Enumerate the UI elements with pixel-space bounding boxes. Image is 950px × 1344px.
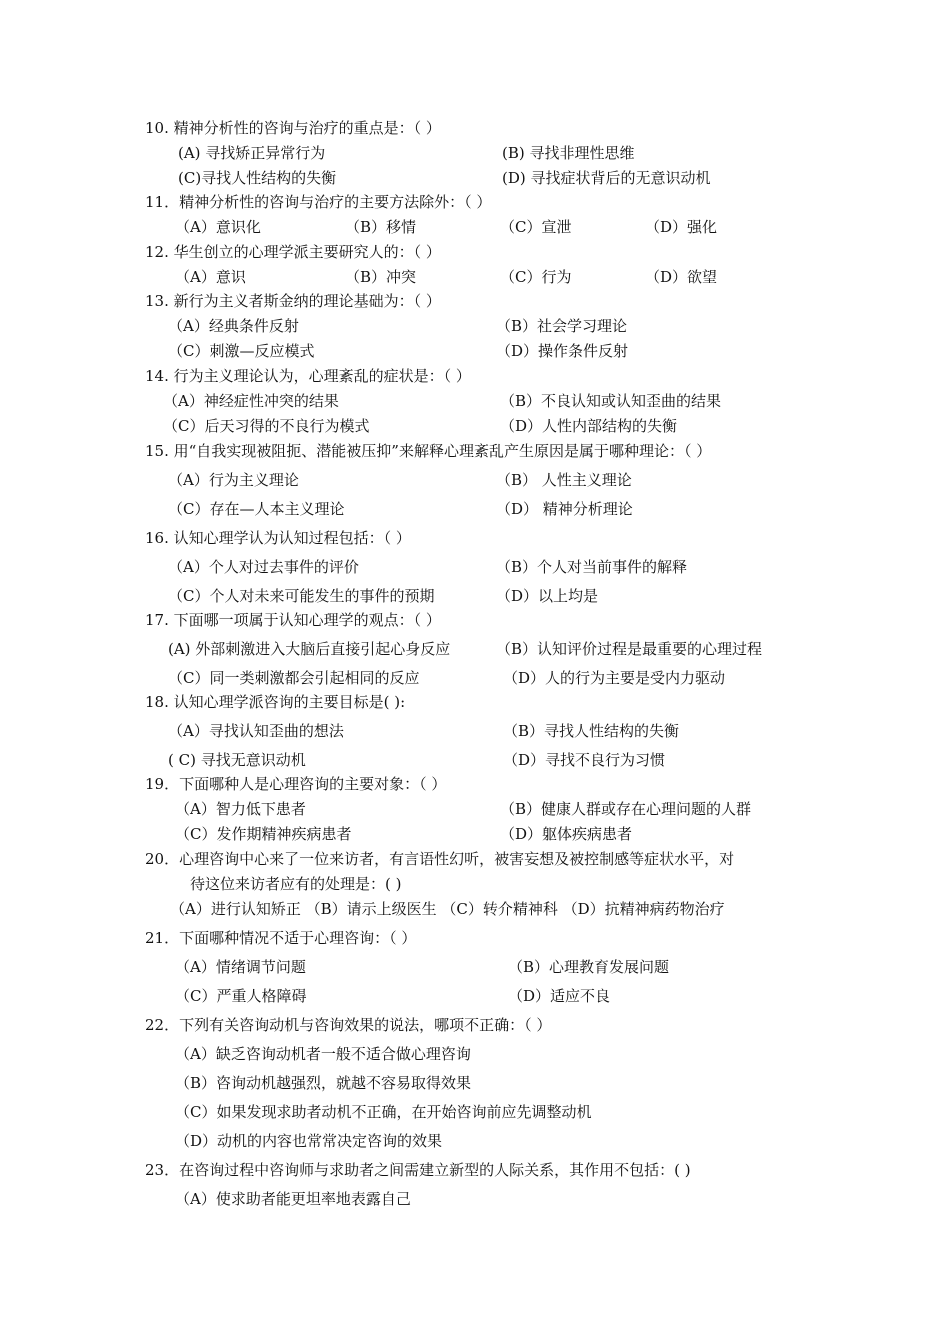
text-line: 15. 用“自我实现被阻扼、潜能被压抑”来解释心理紊乱产生原因是属于哪种理论：（ ） — [145, 442, 712, 460]
text-line: （B）移情 — [345, 218, 417, 236]
text-line: （D）寻找不良行为习惯 — [503, 751, 666, 769]
text-line: （A）经典条件反射 — [168, 317, 299, 335]
text-line: （C）存在—人本主义理论 — [168, 500, 345, 518]
text-line: （A）缺乏咨询动机者一般不适合做心理咨询 — [175, 1045, 471, 1063]
text-line: 13. 新行为主义者斯金纳的理论基础为：（ ） — [145, 292, 441, 310]
text-line: （A）个人对过去事件的评价 — [168, 558, 359, 576]
text-line: （B）寻找人性结构的失衡 — [503, 722, 680, 740]
text-line: （C）严重人格障碍 — [175, 987, 307, 1005]
text-line: （D）躯体疾病患者 — [500, 825, 633, 843]
text-line: (A) 寻找矫正异常行为 — [178, 144, 326, 162]
text-line: （D）欲望 — [645, 268, 718, 286]
text-line: 10. 精神分析性的咨询与治疗的重点是：（ ） — [145, 119, 441, 137]
text-line: （A）智力低下患者 — [175, 800, 306, 818]
text-line: （C）刺激—反应模式 — [168, 342, 315, 360]
text-line: （D）以上均是 — [496, 587, 599, 605]
text-line: 11．精神分析性的咨询与治疗的主要方法除外：（ ） — [145, 193, 492, 211]
text-line: (B) 寻找非理性思维 — [502, 144, 635, 162]
text-line: （A）使求助者能更坦率地表露自己 — [175, 1190, 411, 1208]
text-line: （C）行为 — [500, 268, 572, 286]
text-line: （B）社会学习理论 — [496, 317, 628, 335]
text-line: （A）意识化 — [175, 218, 261, 236]
text-line: （C）宣泄 — [500, 218, 572, 236]
text-line: （C）发作期精神疾病患者 — [175, 825, 352, 843]
text-line: （D） 精神分析理论 — [496, 500, 633, 518]
text-line: （B）咨询动机越强烈，就越不容易取得效果 — [175, 1074, 472, 1092]
text-line: (D) 寻找症状背后的无意识动机 — [502, 169, 711, 187]
text-line: （C）后天习得的不良行为模式 — [163, 417, 370, 435]
text-line: （A）进行认知矫正 （B）请示上级医生 （C）转介精神科 （D）抗精神病药物治疗 — [170, 900, 725, 918]
text-line: （A）意识 — [175, 268, 246, 286]
text-line: (A) 外部刺激进入大脑后直接引起心身反应 — [168, 640, 451, 658]
text-line: 20．心理咨询中心来了一位来访者，有言语性幻听，被害妄想及被控制感等症状水平，对 — [145, 850, 735, 868]
text-line: 21．下面哪种情况不适于心理咨询：（ ） — [145, 929, 417, 947]
text-line: （B）心理教育发展问题 — [508, 958, 670, 976]
text-line: 16. 认知心理学认为认知过程包括：（ ） — [145, 529, 411, 547]
text-line: （C）如果发现求助者动机不正确，在开始咨询前应先调整动机 — [175, 1103, 592, 1121]
text-line: （B）个人对当前事件的解释 — [496, 558, 688, 576]
text-line: （B）健康人群或存在心理问题的人群 — [500, 800, 752, 818]
text-line: （A）寻找认知歪曲的想法 — [168, 722, 344, 740]
text-line: （A）行为主义理论 — [168, 471, 299, 489]
text-line: （B）认知评价过程是最重要的心理过程 — [496, 640, 763, 658]
text-line: ( C) 寻找无意识动机 — [168, 751, 306, 769]
text-line: （D）强化 — [645, 218, 718, 236]
text-line: 14. 行为主义理论认为，心理紊乱的症状是：（ ） — [145, 367, 471, 385]
text-line: （A）情绪调节问题 — [175, 958, 306, 976]
text-line: 待这位来访者应有的处理是：( ) — [190, 875, 402, 893]
text-line: （B） 人性主义理论 — [496, 471, 632, 489]
text-line: （D）操作条件反射 — [496, 342, 629, 360]
text-line: （D）人性内部结构的失衡 — [500, 417, 678, 435]
text-line: （D）人的行为主要是受内力驱动 — [503, 669, 726, 687]
text-line: 17. 下面哪一项属于认知心理学的观点：（ ） — [145, 611, 441, 629]
text-line: （B）冲突 — [345, 268, 417, 286]
text-line: 23．在咨询过程中咨询师与求助者之间需建立新型的人际关系，其作用不包括：( ) — [145, 1161, 691, 1179]
text-line: （D）动机的内容也常常决定咨询的效果 — [175, 1132, 443, 1150]
text-line: （C）个人对未来可能发生的事件的预期 — [168, 587, 435, 605]
text-line: （B）不良认知或认知歪曲的结果 — [500, 392, 722, 410]
text-line: 12. 华生创立的心理学派主要研究人的：（ ） — [145, 243, 441, 261]
text-line: （D）适应不良 — [508, 987, 611, 1005]
text-line: 22．下列有关咨询动机与咨询效果的说法，哪项不正确：（ ） — [145, 1016, 552, 1034]
text-line: 19．下面哪种人是心理咨询的主要对象：（ ） — [145, 775, 447, 793]
text-line: 18. 认知心理学派咨询的主要目标是( ): — [145, 693, 406, 711]
text-line: （A）神经症性冲突的结果 — [163, 392, 339, 410]
text-line: （C）同一类刺激都会引起相同的反应 — [168, 669, 420, 687]
text-line: (C)寻找人性结构的失衡 — [178, 169, 337, 187]
